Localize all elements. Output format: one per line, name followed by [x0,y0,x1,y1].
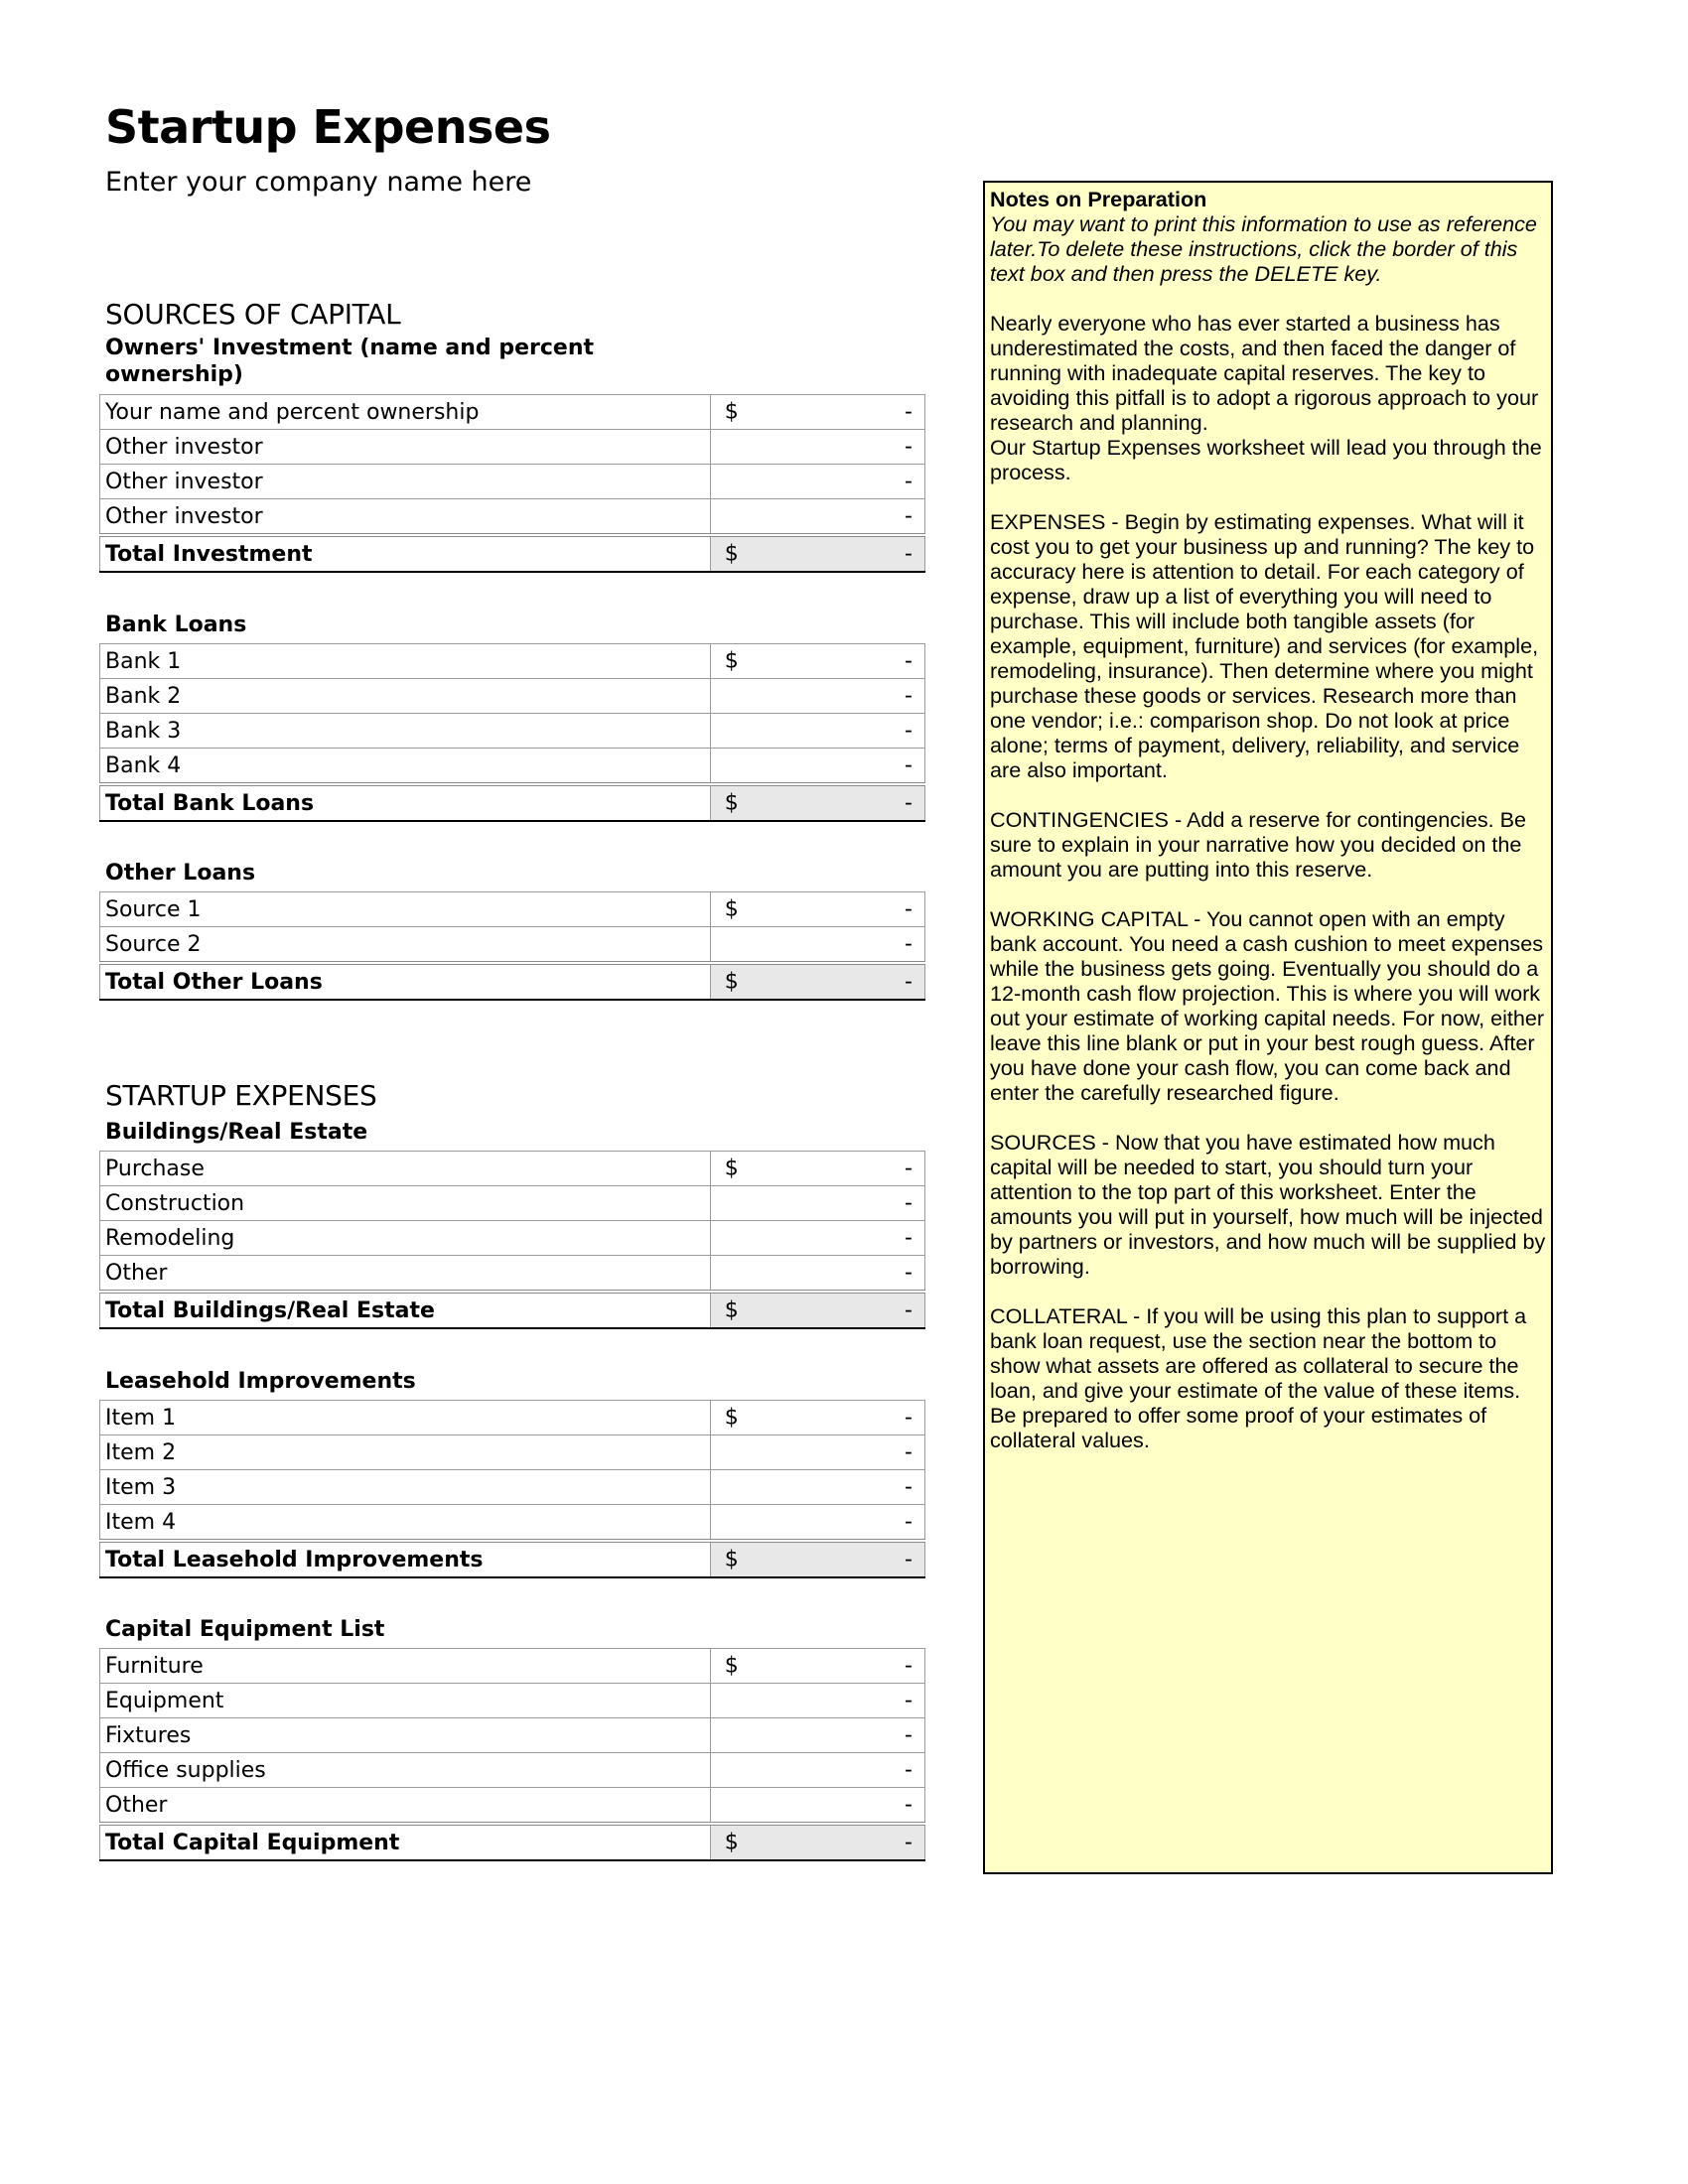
other-loans-table [99,891,925,1001]
amount-value: - [905,1156,913,1181]
amount-cell[interactable] [710,749,924,785]
total-label: Total Bank Loans [100,784,711,821]
amount-value: - [905,434,913,460]
total-amount-cell [710,784,924,821]
currency-symbol: $ [724,1297,739,1323]
amount-cell[interactable] [710,430,924,465]
total-amount-cell [710,1541,924,1577]
amount-value: - [905,1474,913,1500]
table-row [100,430,925,465]
amount-cell[interactable] [710,644,924,679]
total-row [100,1292,925,1328]
notes-contingencies-paragraph: CONTINGENCIES - Add a reserve for contingencies. Be sure to explain in your narrative how you decided on the amount you are putting into this reserve. [990,807,1527,882]
amount-value: - [905,1653,913,1679]
total-value: - [905,1830,913,1855]
amount-cell[interactable] [710,714,924,749]
row-label[interactable]: Equipment [100,1684,711,1718]
amount-cell[interactable] [710,1649,924,1684]
notes-expenses-paragraph: EXPENSES - Begin by estimating expenses. What will it cost you to get your business up and running? The key to accuracy here is attention to detail. For each category of expense, draw up a list of everything you will need to purchase. This will include both tangible assets (for example, equipment, furniture) and services (for example, remodeling, insurance). Then determine where you might purchase these goods or services. Research more than one vendor; i.e.: comparison shop. Do not look at price alone; terms of payment, delivery, reliability, and service are also important. [990,509,1539,782]
total-value: - [905,969,913,995]
amount-cell[interactable] [710,1186,924,1221]
leasehold-improvements-table [99,1400,925,1578]
total-value: - [905,790,913,816]
total-amount-cell [710,1824,924,1860]
row-label[interactable]: Source 2 [100,927,711,964]
row-label[interactable]: Item 4 [100,1505,711,1542]
currency-symbol: $ [724,896,739,922]
amount-cell[interactable] [710,927,924,964]
amount-value: - [905,718,913,744]
amount-cell[interactable] [710,499,924,536]
total-row [100,1541,925,1577]
row-label[interactable]: Other investor [100,499,711,536]
amount-value: - [905,1225,913,1251]
amount-value: - [905,1722,913,1748]
row-label[interactable]: Item 3 [100,1470,711,1505]
notes-paragraph: Our Startup Expenses worksheet will lead you through the process. [990,435,1542,484]
currency-symbol: $ [724,399,739,425]
startup-expenses-heading: STARTUP EXPENSES [105,1079,377,1112]
row-label[interactable]: Other investor [100,430,711,465]
sources-of-capital-heading: SOURCES OF CAPITAL [105,298,401,331]
buildings-real-estate-table [99,1151,925,1329]
total-value: - [905,1547,913,1572]
row-label[interactable]: Construction [100,1186,711,1221]
row-label[interactable]: Furniture [100,1649,711,1684]
row-label[interactable]: Your name and percent ownership [100,395,711,430]
currency-symbol: $ [724,1405,739,1431]
row-label[interactable]: Bank 4 [100,749,711,785]
amount-value: - [905,1260,913,1286]
currency-symbol: $ [724,648,739,674]
row-label[interactable]: Source 1 [100,892,711,927]
amount-value: - [905,1190,913,1216]
amount-value: - [905,1757,913,1783]
notes-on-preparation-textbox[interactable] [983,181,1553,1874]
amount-value: - [905,1439,913,1465]
table-row [100,1505,925,1542]
amount-value: - [905,1405,913,1431]
total-row [100,535,925,572]
currency-symbol: $ [724,1653,739,1679]
table-row [100,679,925,714]
amount-value: - [905,1509,913,1535]
page-title: Startup Expenses [105,100,551,154]
bank-loans-title: Bank Loans [105,613,247,637]
notes-title: Notes on Preparation [990,187,1207,211]
total-value: - [905,541,913,567]
row-label[interactable]: Fixtures [100,1718,711,1753]
total-label: Total Other Loans [100,963,711,1000]
currency-symbol: $ [724,1547,739,1572]
table-row [100,1684,925,1718]
amount-cell[interactable] [710,892,924,927]
total-value: - [905,1297,913,1323]
row-label[interactable]: Other investor [100,465,711,499]
table-row [100,1788,925,1825]
table-row [100,1649,925,1684]
total-amount-cell [710,535,924,572]
total-label: Total Leasehold Improvements [100,1541,711,1577]
row-label[interactable]: Remodeling [100,1221,711,1256]
table-row [100,644,925,679]
table-row [100,395,925,430]
total-label: Total Capital Equipment [100,1824,711,1860]
amount-cell[interactable] [710,1505,924,1542]
notes-collateral-paragraph: COLLATERAL - If you will be using this plan to support a bank loan request, use the section near the bottom to show what assets are offered as collateral to secure the loan, and give your estimate of the value of these items. Be prepared to offer some proof of your estimates of collateral values. [990,1303,1527,1452]
table-row [100,749,925,785]
leasehold-improvements-title: Leasehold Improvements [105,1369,416,1394]
amount-cell[interactable] [710,1470,924,1505]
amount-value: - [905,399,913,425]
table-row [100,1470,925,1505]
row-label[interactable]: Office supplies [100,1753,711,1788]
amount-value: - [905,469,913,494]
company-name-field[interactable]: Enter your company name here [105,167,532,198]
amount-cell[interactable] [710,1753,924,1788]
notes-paragraph: Nearly everyone who has ever started a business has underestimated the costs, and then faced the danger of running with inadequate capital reserves. The key to avoiding this pitfall is to adopt a rigorous approach to your research and planning. [990,311,1539,435]
bank-loans-table [99,643,925,822]
amount-value: - [905,896,913,922]
total-label: Total Buildings/Real Estate [100,1292,711,1328]
row-label[interactable]: Bank 1 [100,644,711,679]
notes-working-capital-paragraph: WORKING CAPITAL - You cannot open with an empty bank account. You need a cash cushion to meet expenses while the business gets going. Eventually you should do a 12-month cash flow projection. This is where you will work out your estimate of working capital needs. For now, either leave this line blank or put in your best rough guess. After you have done your cash flow, you can come back and enter the carefully researched figure. [990,906,1545,1105]
capital-equipment-table [99,1648,925,1861]
amount-value: - [905,503,913,529]
total-row [100,963,925,1000]
table-row [100,1718,925,1753]
amount-value: - [905,752,913,778]
currency-symbol: $ [724,790,739,816]
amount-value: - [905,931,913,957]
buildings-real-estate-title: Buildings/Real Estate [105,1120,368,1145]
total-label: Total Investment [100,535,711,572]
row-label[interactable]: Item 2 [100,1435,711,1470]
row-label[interactable]: Bank 3 [100,714,711,749]
table-row [100,499,925,536]
amount-value: - [905,683,913,709]
amount-value: - [905,1792,913,1818]
table-row [100,465,925,499]
amount-cell[interactable] [710,679,924,714]
total-amount-cell [710,1292,924,1328]
amount-cell[interactable] [710,465,924,499]
row-label[interactable]: Other [100,1788,711,1825]
table-row [100,1186,925,1221]
notes-intro: You may want to print this information to use as reference later.To delete these instructions, click the border of this text box and then press the DELETE key. [990,211,1537,286]
owners-investment-title: Owners' Investment (name and percent ownership) [105,336,594,387]
row-label[interactable]: Bank 2 [100,679,711,714]
amount-value: - [905,648,913,674]
table-row [100,1256,925,1293]
row-label[interactable]: Other [100,1256,711,1293]
amount-cell[interactable] [710,1256,924,1293]
table-row [100,714,925,749]
currency-symbol: $ [724,969,739,995]
row-label[interactable]: Item 1 [100,1401,711,1435]
capital-equipment-title: Capital Equipment List [105,1617,385,1642]
owners-investment-table [99,394,925,573]
table-row [100,1221,925,1256]
amount-cell[interactable] [710,1684,924,1718]
total-row [100,784,925,821]
row-label[interactable]: Purchase [100,1152,711,1186]
table-row [100,1401,925,1435]
amount-cell[interactable] [710,1718,924,1753]
amount-cell[interactable] [710,1435,924,1470]
currency-symbol: $ [724,1156,739,1181]
currency-symbol: $ [724,541,739,567]
table-row [100,892,925,927]
table-row [100,1152,925,1186]
table-row [100,927,925,964]
table-row [100,1435,925,1470]
notes-sources-paragraph: SOURCES - Now that you have estimated how much capital will be needed to start, you should turn your attention to the top part of this worksheet. Enter the amounts you will put in yourself, how much will be injected by partners or investors, and how much will be supplied by borrowing. [990,1130,1546,1279]
amount-cell[interactable] [710,1401,924,1435]
amount-cell[interactable] [710,1788,924,1825]
amount-value: - [905,1688,913,1713]
amount-cell[interactable] [710,395,924,430]
total-amount-cell [710,963,924,1000]
other-loans-title: Other Loans [105,861,256,886]
currency-symbol: $ [724,1830,739,1855]
table-row [100,1753,925,1788]
amount-cell[interactable] [710,1221,924,1256]
total-row [100,1824,925,1860]
amount-cell[interactable] [710,1152,924,1186]
